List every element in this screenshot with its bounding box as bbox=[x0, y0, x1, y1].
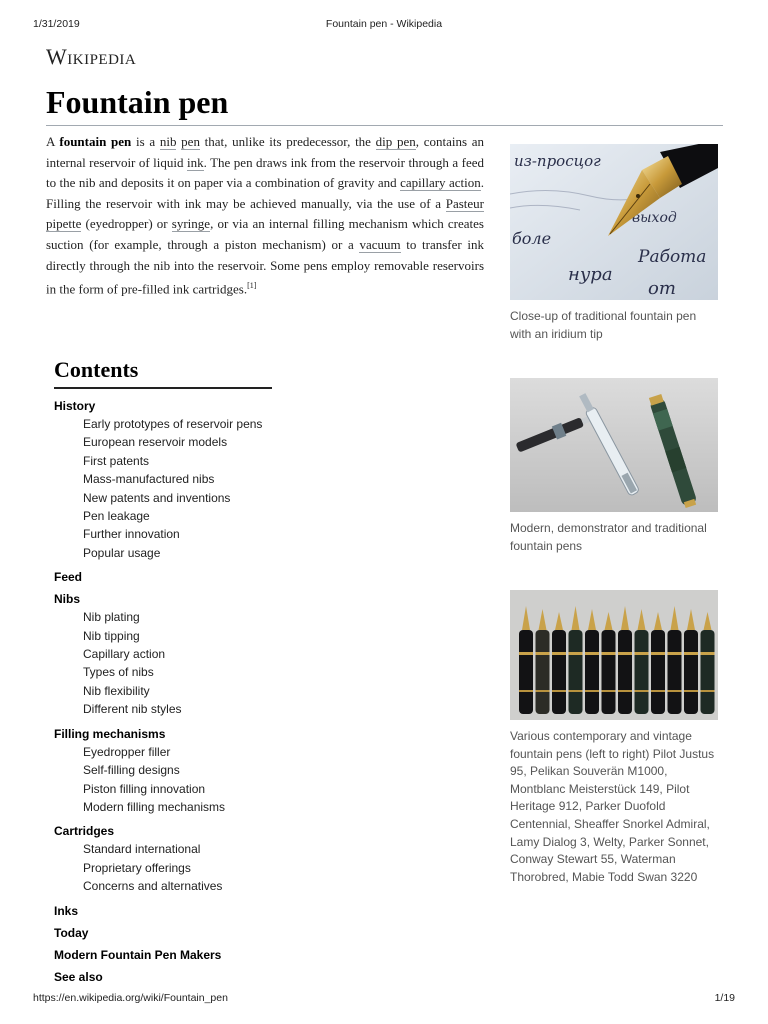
toc-section-item[interactable]: Filling mechanisms bbox=[54, 726, 166, 741]
link-nib[interactable]: nib bbox=[159, 134, 177, 149]
lead-text: . Filling the reservoir with ink may be achieved manually, via the use of a bbox=[46, 175, 484, 211]
toc-subsection-item[interactable]: Capillary action bbox=[83, 647, 166, 662]
toc-subsection-item[interactable]: Concerns and alternatives bbox=[83, 879, 223, 894]
lead-bold-term: fountain pen bbox=[59, 134, 132, 149]
link-capillary-action[interactable]: capillary action bbox=[400, 175, 481, 191]
handwriting-line: Работа bbox=[638, 247, 707, 267]
toc-subsection-item[interactable]: Standard international bbox=[83, 842, 201, 857]
lead-text: to transfer ink directly through the nib into the reservoir. Some pens employ removable reservoirs in the form of pre-filled ink cartridges. bbox=[46, 236, 485, 297]
toc-section-item[interactable]: Feed bbox=[54, 570, 83, 585]
toc-subsection-item[interactable]: Popular usage bbox=[83, 545, 161, 560]
handwriting-line: боле bbox=[512, 229, 552, 248]
page-title: Fountain pen bbox=[46, 84, 229, 120]
toc-subsection-item[interactable]: European reservoir models bbox=[83, 435, 228, 450]
toc-subsection-item[interactable]: Nib tipping bbox=[83, 628, 140, 643]
table-of-contents bbox=[54, 356, 284, 990]
figure-caption: Various contemporary and vintage fountain pens (left to right) Pilot Justus 95, Pelikan Souverän M1000, Montblanc Meisterstück 149, Pilot Heritage 912, Parker Duofold Centennial, Sheaffer Snorkel Admiral, Lamy Dialog 3, Welty, Parker Sonnet, Conway Stewart 55, Waterman Thorobred, Mabie Todd Swan 3220 bbox=[510, 729, 715, 884]
lead-text: . The pen draws ink from the reservoir through a feed to the nib and deposits it on paper via a combination of gravity and bbox=[46, 154, 484, 191]
toc-subsection-item[interactable]: Mass-manufactured nibs bbox=[83, 472, 215, 487]
reference-link[interactable]: [1] bbox=[247, 281, 257, 291]
toc-subsection-item[interactable]: Types of nibs bbox=[83, 665, 154, 680]
toc-section-item[interactable]: History bbox=[54, 399, 96, 413]
toc-subsection-item[interactable]: Pen leakage bbox=[83, 509, 150, 524]
toc-subsection-item[interactable]: First patents bbox=[83, 453, 150, 468]
lead-text: that, unlike its predecessor, the bbox=[199, 134, 376, 149]
contents-list bbox=[54, 397, 284, 986]
toc-subsection-item[interactable]: Proprietary offerings bbox=[83, 860, 191, 875]
link-dip-pen[interactable]: dip pen bbox=[375, 134, 416, 149]
link-ink[interactable]: ink bbox=[186, 154, 204, 170]
lead-text: , contains an internal reservoir of liquid bbox=[46, 134, 484, 170]
figure-vintage-pens bbox=[510, 590, 718, 886]
nib-closeup-image[interactable] bbox=[510, 144, 718, 300]
print-date: 1/31/2019 bbox=[33, 18, 80, 30]
toc-section-item[interactable]: Inks bbox=[54, 903, 79, 918]
toc-subsection-item[interactable]: Piston filling innovation bbox=[83, 781, 206, 796]
figure-caption: Modern, demonstrator and traditional fountain pens bbox=[510, 521, 707, 553]
lead-text: , or via an internal filling mechanism which creates suction (for example, through a piston mechanism) or a bbox=[46, 216, 484, 252]
lead-paragraph bbox=[46, 132, 484, 300]
toc-subsection-item[interactable]: Early prototypes of reservoir pens bbox=[83, 417, 263, 431]
figure-modern-pens bbox=[510, 378, 718, 555]
link-pen[interactable]: pen bbox=[181, 134, 200, 149]
vintage-pens-illustration bbox=[510, 590, 718, 720]
toc-section-item[interactable]: See also bbox=[54, 969, 103, 984]
lead-text: A bbox=[46, 134, 60, 149]
vintage-pens-image[interactable] bbox=[510, 590, 718, 720]
contents-heading: Contents bbox=[54, 357, 139, 382]
figure-nib-closeup bbox=[510, 144, 718, 343]
lead-text: is a bbox=[131, 134, 160, 149]
modern-pens-image[interactable] bbox=[510, 378, 718, 512]
print-title: Fountain pen - Wikipedia bbox=[325, 18, 443, 30]
toc-subsection-item[interactable]: Nib flexibility bbox=[83, 683, 150, 698]
toc-section-item[interactable]: Nibs bbox=[54, 592, 81, 607]
toc-subsection-item[interactable]: Further innovation bbox=[83, 527, 180, 542]
lead-text: (eyedropper) or bbox=[81, 216, 172, 232]
wikipedia-wordmark[interactable]: Wikipedia bbox=[46, 44, 137, 69]
handwriting-line: из-просцог bbox=[514, 152, 601, 170]
handwriting-line: от bbox=[648, 278, 676, 299]
print-header bbox=[0, 0, 768, 34]
toc-section-item[interactable]: Modern Fountain Pen Makers bbox=[54, 947, 222, 962]
title-divider bbox=[46, 125, 723, 126]
modern-pens-illustration bbox=[510, 378, 718, 512]
page-number: 1/19 bbox=[714, 992, 735, 1004]
toc-section-item[interactable]: Today bbox=[54, 925, 89, 940]
link-vacuum[interactable]: vacuum bbox=[359, 236, 401, 252]
handwriting-line: выход bbox=[632, 210, 677, 226]
handwriting-line: нура bbox=[568, 264, 613, 285]
nib-closeup-illustration bbox=[510, 144, 718, 300]
toc-subsection-item[interactable]: New patents and inventions bbox=[83, 490, 231, 505]
link-pasteur-pipette[interactable]: Pasteur pipette bbox=[46, 195, 484, 232]
contents-divider bbox=[54, 387, 272, 389]
toc-subsection-item[interactable]: Modern filling mechanisms bbox=[83, 799, 226, 814]
toc-subsection-item[interactable]: Eyedropper filler bbox=[83, 744, 171, 759]
toc-subsection-item[interactable]: Different nib styles bbox=[83, 702, 182, 717]
toc-subsection-item[interactable]: Self-filling designs bbox=[83, 763, 180, 778]
toc-subsection-item[interactable]: Nib plating bbox=[83, 610, 140, 625]
link-syringe[interactable]: syringe bbox=[171, 216, 211, 232]
toc-section-item[interactable]: Cartridges bbox=[54, 824, 115, 839]
page-url[interactable]: https://en.wikipedia.org/wiki/Fountain_pen bbox=[33, 992, 228, 1004]
figure-caption: Close-up of traditional fountain pen with an iridium tip bbox=[510, 309, 697, 341]
